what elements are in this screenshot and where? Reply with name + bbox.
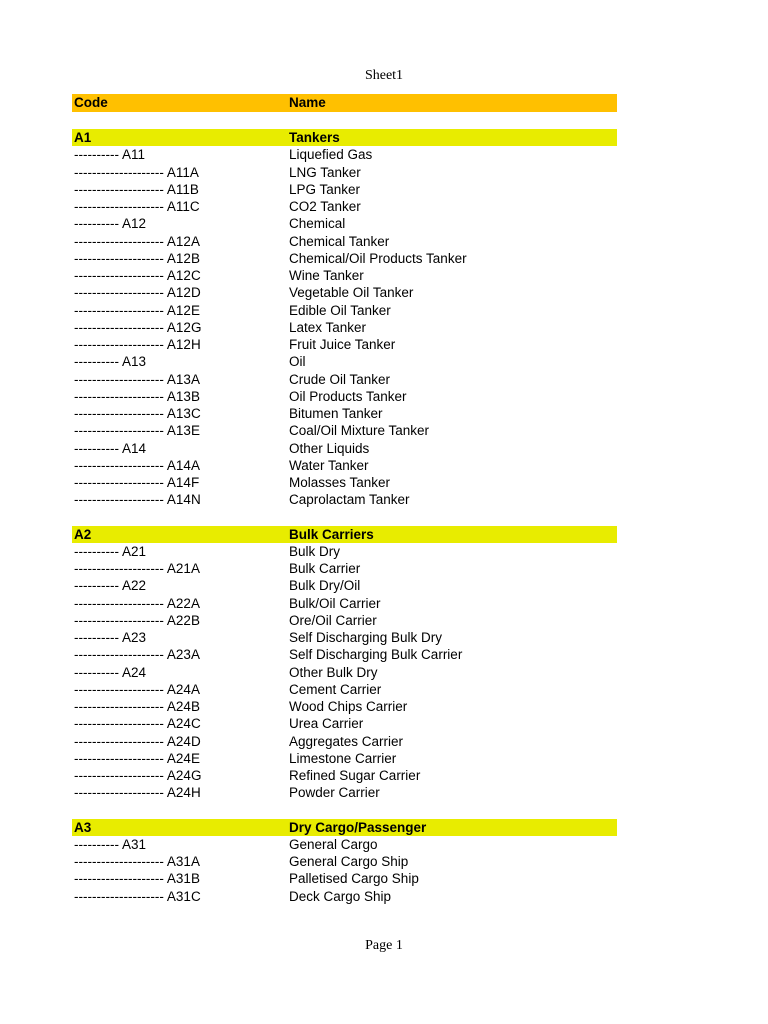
group-name: Tankers (289, 130, 340, 146)
table-row (72, 250, 617, 267)
table-row (72, 319, 617, 336)
group-code: A1 (74, 130, 92, 146)
sheet-title: Sheet1 (364, 68, 404, 83)
item-name: Bulk Carrier (289, 561, 361, 576)
table-row (72, 715, 617, 732)
item-name: Powder Carrier (289, 785, 380, 801)
table-row (72, 336, 617, 353)
item-name: Ore/Oil Carrier (289, 612, 377, 628)
item-code: -------------------- A12A (74, 233, 200, 249)
item-code: ---------- A23 (74, 630, 146, 645)
item-name: CO2 Tanker (289, 199, 361, 214)
item-code: -------------------- A24B (74, 699, 200, 714)
page-number: Page 1 (365, 938, 403, 953)
item-name: LPG Tanker (289, 181, 361, 197)
group-row (72, 819, 617, 836)
item-name: Edible Oil Tanker (289, 302, 391, 318)
table-row (72, 164, 617, 181)
item-code: -------------------- A21A (74, 561, 200, 576)
item-code: ---------- A13 (74, 354, 146, 370)
group-row (72, 526, 617, 543)
group-code: A2 (74, 526, 92, 542)
item-code: ---------- A22 (74, 578, 146, 594)
item-code: -------------------- A22A (74, 595, 200, 611)
item-name: Chemical Tanker (289, 233, 390, 249)
item-name: Limestone Carrier (289, 750, 397, 766)
item-name: General Cargo (289, 836, 378, 852)
table-row (72, 284, 617, 301)
table-row (72, 543, 617, 560)
item-name: Wine Tanker (289, 268, 364, 283)
item-code: -------------------- A13E (74, 423, 200, 439)
item-code: -------------------- A14N (74, 492, 201, 508)
table-header-row (72, 94, 617, 112)
group-row (72, 129, 617, 146)
table-row (72, 215, 617, 232)
item-name: Deck Cargo Ship (289, 888, 392, 904)
item-name: Vegetable Oil Tanker (289, 285, 414, 301)
group-name: Dry Cargo/Passenger (289, 819, 427, 835)
item-name: Bulk Dry (289, 543, 341, 559)
item-code: -------------------- A24D (74, 733, 201, 749)
item-name: Molasses Tanker (289, 475, 391, 490)
item-code: -------------------- A24A (74, 681, 200, 697)
table-row (72, 440, 617, 457)
item-code: -------------------- A12E (74, 302, 200, 318)
item-name: Urea Carrier (289, 716, 364, 732)
table-row (72, 405, 617, 422)
item-name: Other Bulk Dry (289, 664, 378, 680)
group-name: Bulk Carriers (289, 526, 374, 542)
table-row (72, 371, 617, 388)
table-row (72, 698, 617, 715)
table-row (72, 474, 617, 491)
item-code: ---------- A24 (74, 664, 146, 680)
table-row (72, 198, 617, 215)
table-row (72, 664, 617, 681)
item-code: -------------------- A31C (74, 888, 201, 904)
item-name: Liquefied Gas (289, 147, 373, 163)
item-code: -------------------- A12B (74, 250, 200, 266)
table-row (72, 353, 617, 370)
item-name: Chemical/Oil Products Tanker (289, 250, 467, 266)
item-code: -------------------- A31B (74, 871, 200, 887)
item-code: -------------------- A24G (74, 768, 202, 783)
table-row (72, 646, 617, 663)
item-name: Other Liquids (289, 440, 370, 456)
item-name: Self Discharging Bulk Dry (289, 630, 443, 645)
column-header-code: Code (74, 95, 108, 110)
item-name: Cement Carrier (289, 681, 382, 697)
item-code: ---------- A11 (74, 147, 145, 163)
item-code: -------------------- A31A (74, 854, 200, 869)
item-name: LNG Tanker (289, 164, 361, 180)
item-name: Oil Products Tanker (289, 388, 407, 404)
table-row (72, 750, 617, 767)
table-row (72, 560, 617, 577)
item-name: Bulk Dry/Oil (289, 578, 361, 594)
item-code: -------------------- A11C (74, 199, 200, 214)
item-code: -------------------- A13B (74, 388, 200, 404)
item-name: Oil (289, 354, 306, 370)
blank-row (72, 802, 617, 819)
item-code: -------------------- A12H (74, 337, 201, 352)
item-name: Water Tanker (289, 457, 369, 473)
column-header-name: Name (289, 95, 326, 110)
group-code: A3 (74, 819, 92, 835)
item-name: Coal/Oil Mixture Tanker (289, 423, 430, 439)
table-row (72, 853, 617, 870)
item-code: -------------------- A24C (74, 716, 201, 732)
item-code: -------------------- A13C (74, 406, 201, 421)
item-name: Bulk/Oil Carrier (289, 595, 381, 611)
ship-type-table (72, 94, 617, 905)
item-code: -------------------- A23A (74, 647, 200, 663)
item-name: Latex Tanker (289, 319, 367, 335)
item-name: General Cargo Ship (289, 854, 409, 869)
item-code: -------------------- A22B (74, 612, 200, 628)
item-code: -------------------- A11A (74, 164, 199, 180)
table-row (72, 181, 617, 198)
item-code: ---------- A31 (74, 836, 146, 852)
table-row (72, 302, 617, 319)
item-name: Wood Chips Carrier (289, 699, 408, 714)
item-code: -------------------- A11B (74, 181, 199, 197)
table-row (72, 733, 617, 750)
item-name: Self Discharging Bulk Carrier (289, 647, 463, 663)
table-row (72, 870, 617, 887)
table-body (72, 112, 617, 905)
item-code: -------------------- A24H (74, 785, 201, 801)
table-row (72, 422, 617, 439)
item-code: -------------------- A24E (74, 750, 200, 766)
item-code: ---------- A14 (74, 440, 146, 456)
item-code: -------------------- A13A (74, 371, 200, 387)
item-name: Palletised Cargo Ship (289, 871, 419, 887)
table-row (72, 681, 617, 698)
item-code: -------------------- A14F (74, 475, 200, 490)
table-row (72, 267, 617, 284)
table-row (72, 577, 617, 594)
table-row (72, 388, 617, 405)
table-row (72, 595, 617, 612)
item-name: Crude Oil Tanker (289, 371, 391, 387)
table-row (72, 767, 617, 784)
item-code: -------------------- A12G (74, 319, 202, 335)
item-name: Bitumen Tanker (289, 406, 383, 421)
blank-row (72, 509, 617, 526)
item-name: Refined Sugar Carrier (289, 768, 421, 783)
item-code: -------------------- A12C (74, 268, 201, 283)
item-code: -------------------- A14A (74, 457, 200, 473)
table-row (72, 888, 617, 905)
table-row (72, 146, 617, 163)
table-row (72, 784, 617, 801)
item-code: ---------- A21 (74, 543, 146, 559)
item-name: Aggregates Carrier (289, 733, 404, 749)
table-row (72, 233, 617, 250)
table-row (72, 836, 617, 853)
table-row (72, 629, 617, 646)
blank-row (72, 112, 617, 129)
table-row (72, 491, 617, 508)
item-name: Fruit Juice Tanker (289, 337, 396, 352)
table-row (72, 457, 617, 474)
item-code: -------------------- A12D (74, 285, 201, 301)
table-row (72, 612, 617, 629)
item-name: Chemical (289, 216, 346, 232)
item-code: ---------- A12 (74, 216, 146, 232)
item-name: Caprolactam Tanker (289, 492, 410, 508)
